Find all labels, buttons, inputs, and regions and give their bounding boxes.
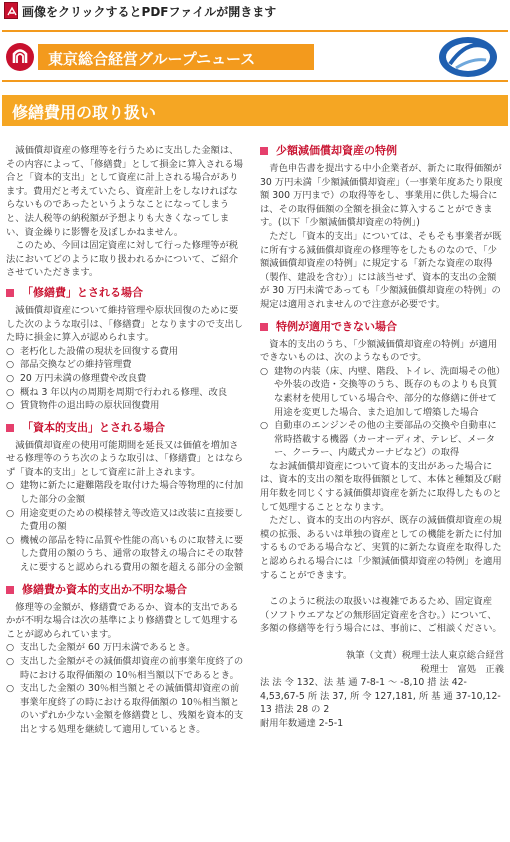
square-bullet-icon xyxy=(6,586,14,594)
circle-bullet-icon: ○ xyxy=(6,683,15,695)
top-strip xyxy=(0,0,510,22)
circle-bullet-icon: ○ xyxy=(6,372,15,384)
circle-bullet-icon: ○ xyxy=(6,359,15,371)
not-applicable-list xyxy=(260,365,504,460)
capital-list xyxy=(6,479,246,574)
circle-bullet-icon: ○ xyxy=(6,400,15,412)
repair-list xyxy=(6,345,246,413)
title-bar xyxy=(38,44,314,70)
section-body: なお減価償却資産について資本的支出があった場合には、資本的支出の額を取得価額として、本体と種類及び耐用年数を同じくする減価償却資産を新たに取得したものとして処理することとなります。 xyxy=(260,460,502,513)
section-body: ただし「資本的支出」については、そもそも事業者が既に所有する減価償却資産の修理等をしたものなので、「少額減価償却資産の特例」に規定する「新たな資産の取得（製作、建設を含む）」には該当せず、資本的支出の金額が 30 万円未満であっても「少額減価償却資産の特例」の規定は適用されませんので注意が必要です。 xyxy=(260,230,502,310)
circle-bullet-icon: ○ xyxy=(6,386,15,398)
spacer xyxy=(260,636,504,649)
list-item: ○ 概ね 3 年以内の周期を周期で行われる修理、改良 xyxy=(6,386,228,398)
legal-references: 法 法 令 132、法 基 通 7-8-1 ～ -8,10 措 法 42-4,53,67-5 所 法 37, 所 令 127,181, 所 基 通 37-10,12-13 措法 28 の 2 xyxy=(260,677,501,716)
section-title: 「資本的支出」とされる場合 xyxy=(22,420,165,434)
section-heading-capital xyxy=(6,421,246,435)
author-line: 執筆（文責）税理士法人東京総合経営 xyxy=(345,650,504,661)
section-title: 特例が適用できない場合 xyxy=(276,319,397,333)
list-item: ○ 用途変更のための模様替え等改造又は改装に直接要した費用の額 xyxy=(6,507,244,533)
section-body: 資本的支出のうち、「少額減価償却資産の特例」が適用できないものは、次のようなものです。 xyxy=(260,338,498,364)
circle-bullet-icon: ○ xyxy=(6,642,15,654)
list-item: ○ 建物の内装（床、内壁、階段、トイレ、洗面場その他）や外装の改造・交換等のうち、既存のものよりも良質な素材を使用している場合や、部分的な修繕に併せて用途を変更した場合、また追加して増築した場合 xyxy=(260,365,501,418)
newsletter-title: 東京総合経営グループニュース xyxy=(48,50,256,68)
circle-bullet-icon: ○ xyxy=(6,345,15,357)
section-body: ただし、資本的支出の内容が、既存の減価償却資産の規模の拡張、あるいは単独の資産としての機能を新たに付加するものである場合など、実質的に新たな資産を取得したと認められる場合には「少額減価償却資産の特例」を適用することができます。 xyxy=(260,515,502,581)
section-heading-repair xyxy=(6,286,246,300)
section-heading-not-applicable xyxy=(260,320,504,334)
square-bullet-icon xyxy=(6,289,14,297)
section-title: 少額減価償却資産の特例 xyxy=(276,144,397,157)
emblem-logo-icon xyxy=(436,34,500,80)
author-name: 税理士 富処 正義 xyxy=(420,663,504,675)
section-heading-unclear xyxy=(6,583,246,597)
circle-bullet-icon: ○ xyxy=(6,656,15,667)
left-column xyxy=(6,144,246,737)
legal-references-2: 耐用年数通達 2-5-1 xyxy=(260,717,344,729)
article-title: 修繕費用の取り扱い xyxy=(12,103,157,122)
circle-bullet-icon: ○ xyxy=(6,480,15,492)
list-item: ○ 支出した金額が 60 万円未満であるとき。 xyxy=(6,642,196,654)
list-item: ○ 部品交換などの維持管理費 xyxy=(6,359,132,371)
circle-bullet-icon: ○ xyxy=(260,420,269,432)
article-title-banner xyxy=(2,95,508,126)
section-body: 減価償却資産の使用可能期間を延長又は価値を増加させる修理等のうち次のような取引は、「修繕費」とはならず「資本的支出」として資産に計上されます。 xyxy=(6,439,244,478)
section-title: 修繕費か資本的支出か不明な場合 xyxy=(22,582,187,596)
list-item: ○ 賃貸物件の退出時の原状回復費用 xyxy=(6,400,160,412)
list-item: ○ 自動車のエンジンその他の主要部品の交換や自動車に常時搭載する機器（カーオーディオ、テレビ、メーター、クーラー、内蔵式カーナビなど）の取得 xyxy=(260,420,497,459)
open-pdf-link[interactable]: 画像をクリックするとPDFファイルが開きます xyxy=(22,5,277,19)
list-item: ○ 機械の部品を特に品質や性能の高いものに取替えに要した費用の額のうち、通常の取替えの場合にその取替えに要すると認められる費用の額を超える部分の金額 xyxy=(6,534,244,574)
list-item: ○ 20 万円未満の修理費や改良費 xyxy=(6,372,147,384)
section-title: 「修繕費」とされる場合 xyxy=(22,285,143,299)
square-bullet-icon xyxy=(260,323,268,331)
section-body: 青色申告書を提出する中小企業者が、新たに取得価額が 30 万円未満「少額減価償却資産」（一事業年度あたり限度額 300 万円まで）の取得等をし、事業用に供した場合には、その取得価額の全額を損金に算入することができます。(以下「少額減価償却資産の特例」) xyxy=(260,163,503,229)
right-column xyxy=(260,144,504,731)
pdf-file-icon[interactable] xyxy=(4,2,18,19)
square-bullet-icon xyxy=(6,424,14,432)
list-item: ○ 建物に新たに避難階段を取付けた場合等物理的に付加した部分の金額 xyxy=(6,480,244,506)
circle-bullet-icon: ○ xyxy=(6,507,15,519)
closing-paragraph: このように税法の取扱いは複雑であるため、固定資産（ソフトウエアなどの無形固定資産を含む。）について、多額の修繕等を行う場合には、事前に、ご相談ください。 xyxy=(260,596,502,635)
unclear-list xyxy=(6,641,246,736)
circle-bullet-icon: ○ xyxy=(260,365,269,377)
section-heading-small-asset xyxy=(260,144,504,158)
section-body: 修理等の金額が、修繕費であるか、資本的支出であるかが不明な場合は次の基準により修繕費として処理することが認められています。 xyxy=(6,601,239,640)
spacer xyxy=(260,582,504,595)
list-item: ○ 支出した金額の 30％相当額とその減価償却資産の前事業年度終了の時における取得価額の 10％相当額とのいずれか少ない金額を修繕費とし、残額を資本的支出とする処理を継続して適用しているとき。 xyxy=(6,683,244,735)
section-body: 減価償却資産について維持管理や原状回復のために要した次のような取引は、「修繕費」となりますので支出した時に損金に算入が認められます。 xyxy=(6,304,244,344)
intro-paragraph-2: このため、今回は固定資産に対して行った修理等が税法においてどのように取り扱われるかについて、ご紹介させていただきます。 xyxy=(6,240,239,279)
list-item: ○ 老朽化した設備の現状を回復する費用 xyxy=(6,345,179,357)
square-bullet-icon xyxy=(260,147,268,155)
circle-bullet-icon: ○ xyxy=(6,534,15,546)
newsletter-header xyxy=(2,30,508,82)
intro-paragraph-1: 減価償却資産の修理等を行うために支出した金額は、その内容によって、「修繕費」として損金に算入される場合と「資本的支出」として資産に計上される場合があります。費用だと考えていたら、資産計上をしなければならないものであったというようなことになってしまうと、法人税等の納税額が予想よりも大きくなってしまい、資金繰りに影響を及ぼしかねません。 xyxy=(6,145,243,238)
list-item: ○ 支出した金額がその減価償却資産の前事業年度終了の時における取得価額の 10％相当額以下であるとき。 xyxy=(6,656,244,681)
company-logo-icon xyxy=(6,43,34,71)
